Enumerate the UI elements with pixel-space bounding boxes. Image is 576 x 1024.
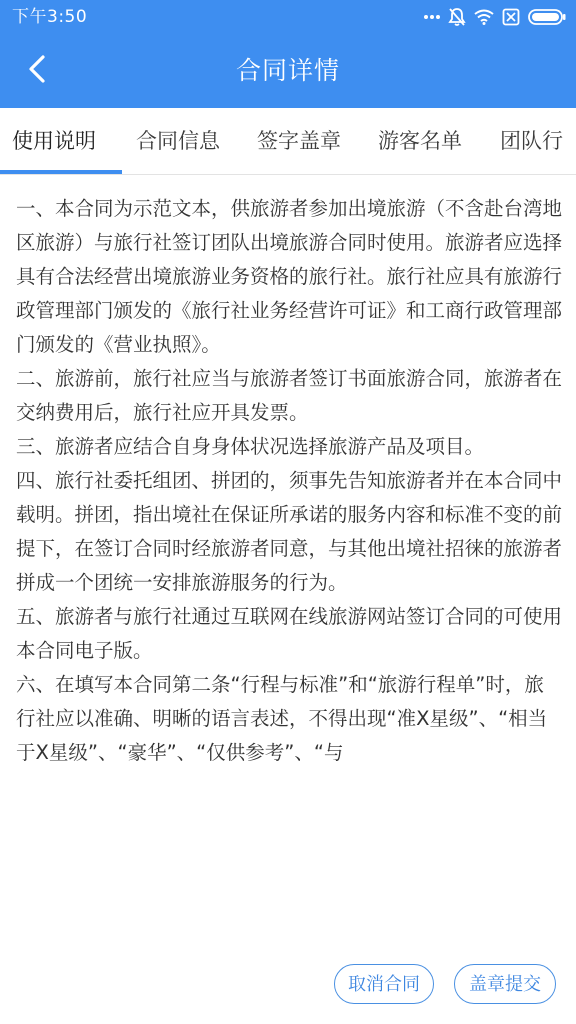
tab-bar — [0, 108, 576, 175]
status-icons — [424, 6, 566, 28]
instruction-paragraph: 一、本合同为示范文本，供旅游者参加出境旅游（不含赴台湾地区旅游）与旅行社签订团队出境旅游合同时使用。旅游者应选择具有合法经营出境旅游业务资格的旅行社。旅行社应具有旅游行政管理部门颁发的《旅行社业务经营许可证》和工商行政管理部门颁发的《营业执照》。 — [16, 197, 562, 356]
instruction-paragraph: 五、旅游者与旅行社通过互联网在线旅游网站签订合同的可使用本合同电子版。 — [16, 605, 562, 662]
battery-icon — [528, 9, 566, 25]
instruction-paragraph: 二、旅游前，旅行社应当与旅游者签订书面旅游合同，旅游者在交纳费用后，旅行社应开具发票。 — [16, 367, 562, 424]
page-title: 合同详情 — [235, 56, 340, 85]
tab-contract-info[interactable]: 合同信息 — [136, 129, 220, 153]
wifi-icon — [474, 9, 494, 25]
sim-icon — [502, 8, 520, 26]
title-bar — [0, 34, 576, 108]
action-bar — [0, 950, 576, 1024]
tab-tourist-list[interactable]: 游客名单 — [378, 129, 462, 153]
status-time: 下午3:50 — [12, 7, 88, 27]
bell-muted-icon — [448, 7, 466, 27]
cancel-contract-button[interactable]: 取消合同 — [334, 964, 434, 1004]
active-tab-indicator — [0, 170, 122, 174]
more-dots-icon — [424, 14, 440, 20]
instruction-paragraph: 六、在填写本合同第二条“行程与标准”和“旅游行程单”时，旅行社应以准确、明晰的语言表述，不得出现“准X星级”、“相当于X星级”、“豪华”、“仅供参考”、“与 — [16, 673, 548, 764]
instruction-paragraph: 四、旅行社委托组团、拼团的，须事先告知旅游者并在本合同中载明。拼团，指出境社在保证所承诺的服务内容和标准不变的前提下，在签订合同时经旅游者同意，与其他出境社招徕的旅游者拼成一个团统一安排旅游服务的行为。 — [16, 469, 562, 594]
tab-signature-seal[interactable]: 签字盖章 — [257, 129, 341, 153]
status-bar — [0, 0, 576, 34]
tab-usage-instructions[interactable]: 使用说明 — [12, 129, 96, 153]
tab-group-itinerary[interactable]: 团队行 — [500, 129, 563, 153]
instructions-content — [16, 192, 562, 964]
seal-submit-button[interactable]: 盖章提交 — [454, 964, 556, 1004]
instruction-paragraph: 三、旅游者应结合自身身体状况选择旅游产品及项目。 — [16, 435, 485, 458]
